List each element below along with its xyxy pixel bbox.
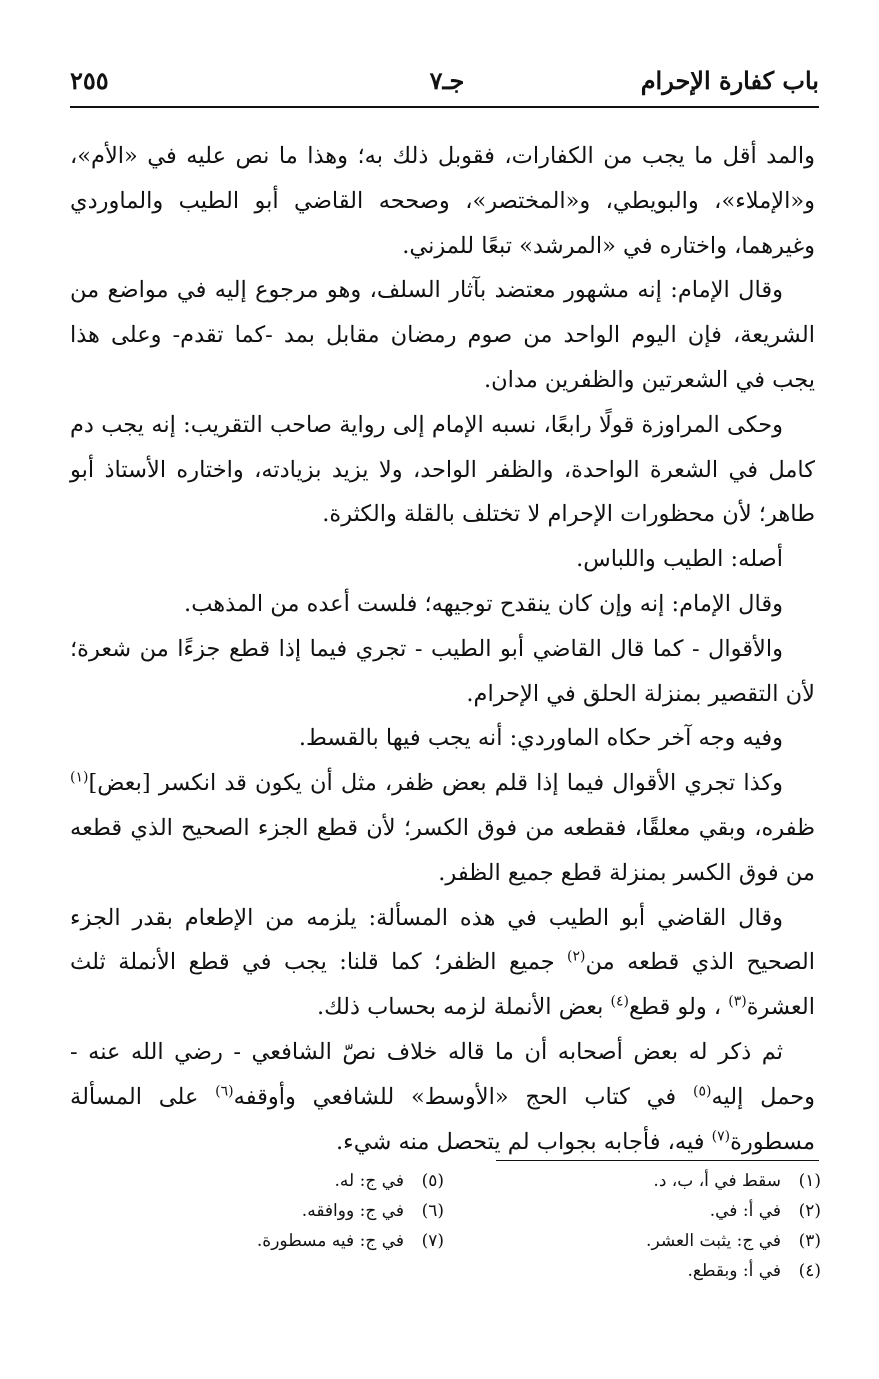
- footnote-text: في ج: ووافقه.: [301, 1201, 404, 1221]
- footnote-number: (٣): [798, 1231, 821, 1251]
- page-number: ٢٥٥: [70, 66, 109, 95]
- footnote: [521, 1196, 821, 1226]
- paragraph-text: على المسألة مسطورة: [70, 1083, 815, 1155]
- footnote-ref[interactable]: (٦): [215, 1083, 234, 1100]
- footnote-rule: [496, 1160, 819, 1161]
- footnote-text: في ج: له.: [334, 1171, 404, 1191]
- footnote-ref[interactable]: (١): [70, 769, 89, 786]
- footnote-text: في ج: يثبت العشر.: [646, 1231, 781, 1251]
- footnote-ref[interactable]: (٧): [711, 1128, 731, 1145]
- footnote-number: (٢): [798, 1201, 821, 1221]
- footnotes-column-right: [521, 1166, 821, 1286]
- paragraph: وقال الإمام: إنه وإن كان ينقدح توجيهه؛ فلست أعده من المذهب.: [184, 590, 783, 617]
- footnote: [521, 1166, 821, 1196]
- footnote-ref[interactable]: (٤): [610, 993, 630, 1010]
- paragraph: [70, 1030, 815, 1164]
- footnote: [144, 1166, 444, 1196]
- paragraph-text: وكذا تجري الأقوال فيما إذا قلم بعض ظفر، مثل أن يكون قد انكسر [بعض]: [88, 770, 783, 797]
- running-header: [70, 66, 819, 102]
- footnotes-column-left: [144, 1166, 444, 1256]
- paragraph: أصله: الطيب واللباس.: [576, 546, 783, 573]
- paragraph-text: ثم ذكر له بعض أصحابه أن ما قاله خلاف نصّ الشافعي - رضي الله عنه - وحمل إليه: [70, 1038, 815, 1110]
- paragraph-text: في كتاب الحج «الأوسط» للشافعي وأوقفه: [233, 1083, 693, 1110]
- paragraph: [70, 761, 815, 895]
- footnote: [144, 1196, 444, 1226]
- paragraph-text: فيه، فأجابه بجواب لم يتحصل منه شيء.: [335, 1128, 712, 1155]
- footnote-ref[interactable]: (٢): [567, 948, 586, 965]
- footnote-number: (٤): [798, 1261, 821, 1281]
- footnote: [521, 1256, 821, 1286]
- footnote: [144, 1226, 444, 1256]
- paragraph-text: بعض الأنملة لزمه بحساب ذلك.: [316, 994, 611, 1021]
- footnote: [521, 1226, 821, 1256]
- footnote-text: سقط في أ، ب، د.: [653, 1171, 781, 1191]
- paragraph-text: ظفره، وبقي معلقًا، فقطعه من فوق الكسر؛ لأن قطع الجزء الصحيح الذي قطعه من فوق الكسر بمنزلة قطع جميع الظفر.: [70, 814, 815, 886]
- header-rule: [70, 106, 819, 108]
- footnote-number: (١): [798, 1171, 821, 1191]
- footnote-text: في أ: وبقطع.: [687, 1261, 781, 1281]
- paragraph: [70, 896, 815, 1030]
- paragraph: والمد أقل ما يجب من الكفارات، فقوبل ذلك به؛ وهذا ما نص عليه في «الأم»، و«الإملاء»، والبويطي، و«المختصر»، وصححه القاضي أبو الطيب والماوردي وغيرهما، واختاره في «المرشد» تبعًا للمزني.: [70, 143, 815, 259]
- footnote-number: (٧): [421, 1231, 444, 1251]
- paragraph: والأقوال - كما قال القاضي أبو الطيب - تجري فيما إذا قطع جزءًا من شعرة؛ لأن التقصير بمنزلة الحلق في الإحرام.: [70, 635, 815, 707]
- paragraph-text: ، ولو قطع: [629, 994, 729, 1021]
- footnote-text: في أ: في.: [709, 1201, 781, 1221]
- footnote-text: في ج: فيه مسطورة.: [256, 1231, 404, 1251]
- paragraph: وحكى المراوزة قولًا رابعًا، نسبه الإمام إلى رواية صاحب التقريب: إنه يجب دم كامل في الشعرة الواحدة، والظفر الواحد، ولا يزيد بزيادته، واختاره الأستاذ أبو طاهر؛ لأن محظورات الإحرام لا تختلف بالقلة والكثرة.: [70, 411, 815, 528]
- footnote-number: (٥): [421, 1171, 444, 1191]
- footnote-ref[interactable]: (٣): [728, 993, 747, 1010]
- paragraph: وفيه وجه آخر حكاه الماوردي: أنه يجب فيها بالقسط.: [298, 725, 783, 752]
- paragraph: وقال الإمام: إنه مشهور معتضد بآثار السلف، وهو مرجوع إليه في مواضع من الشريعة، فإن اليوم الواحد من صوم رمضان مقابل بمد -كما تقدم- وعلى هذا يجب في الشعرتين والظفرين مدان.: [70, 277, 815, 393]
- paragraph-text: جميع الظفر؛ كما قلنا: يجب في قطع الأنملة ثلث العشرة: [70, 949, 815, 1021]
- footnote-number: (٦): [421, 1201, 444, 1221]
- paragraph-text: وقال القاضي أبو الطيب في هذه المسألة: يلزمه من الإطعام بقدر الجزء الصحيح الذي قطعه من: [70, 904, 815, 976]
- footnote-ref[interactable]: (٥): [692, 1083, 712, 1100]
- chapter-title: باب كفارة الإحرام: [640, 66, 819, 95]
- main-text: [70, 134, 815, 1164]
- volume-label: جـ٧: [429, 66, 465, 95]
